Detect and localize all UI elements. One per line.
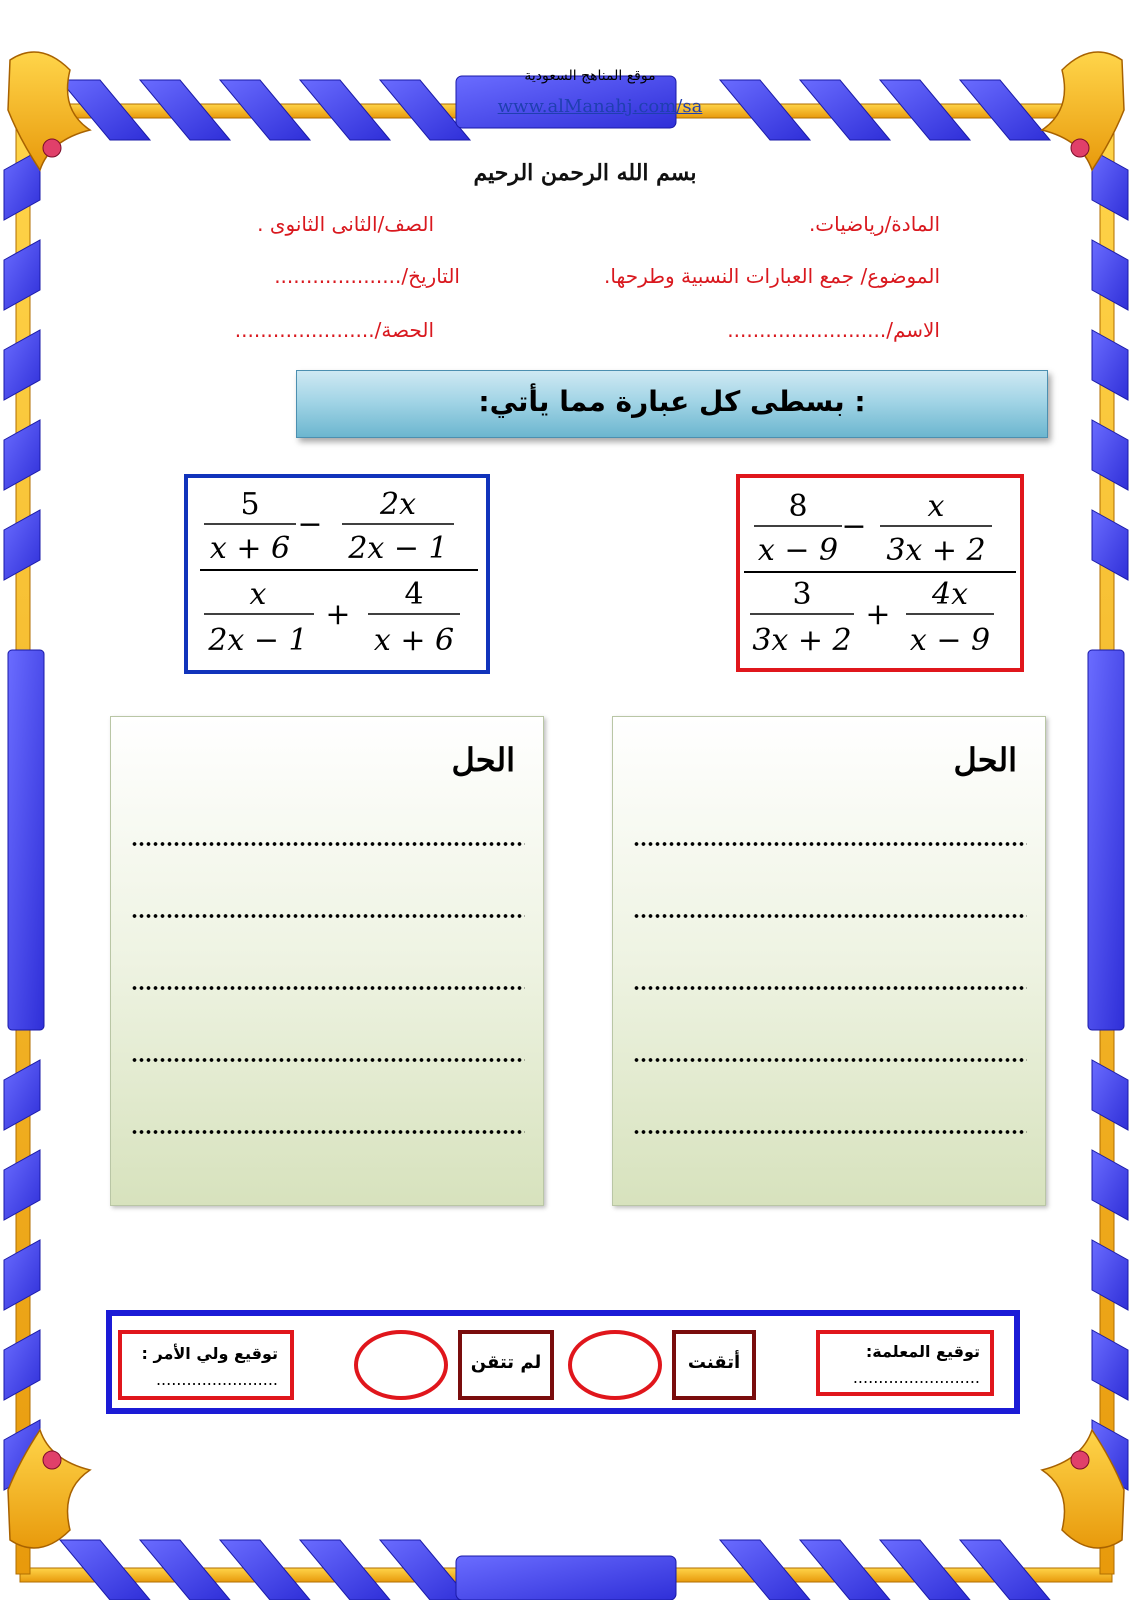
mastered-label: أتقنت [687, 1352, 741, 1373]
guardian-signature-dots: ........................ [155, 1370, 278, 1389]
left-top-right-denominator: 2x − 1 [348, 531, 448, 566]
teacher-signature-box [816, 1330, 994, 1396]
not-mastered-box [458, 1330, 554, 1400]
right-bottom-left-denominator: 3x + 2 [752, 623, 852, 658]
left-top-left-numerator: 5 [240, 487, 260, 522]
solution-box-right [612, 716, 1046, 1206]
evaluation-footer [106, 1310, 1020, 1414]
expression-box-left [184, 474, 490, 674]
left-bottom-left-denominator: 2x − 1 [208, 623, 308, 658]
answer-line [633, 985, 1027, 991]
topic-label: الموضوع/ جمع العبارات النسبية وطرحها. [604, 264, 940, 288]
left-bottom-left-numerator: x [249, 577, 267, 612]
right-bottom-operator: + [865, 597, 891, 632]
left-top-right-numerator: 2x [379, 487, 417, 522]
not-mastered-label: لم تتقن [470, 1352, 542, 1373]
right-top-left-denominator: x − 9 [757, 533, 839, 568]
right-bottom-right-denominator: x − 9 [909, 623, 991, 658]
mastered-box [672, 1330, 756, 1400]
solution-title-right: الحل [953, 741, 1017, 779]
right-bottom-right-numerator: 4x [931, 577, 969, 612]
teacher-signature-dots: ......................... [852, 1368, 980, 1387]
guardian-signature-box [118, 1330, 294, 1400]
answer-line [131, 913, 525, 919]
left-bottom-operator: + [325, 597, 351, 632]
answer-line [131, 841, 525, 847]
instruction-text: : بسطى كل عبارة مما يأتي: [478, 385, 866, 418]
right-top-right-denominator: 3x + 2 [886, 533, 986, 568]
right-top-right-numerator: x [927, 489, 945, 524]
left-bottom-right-denominator: x + 6 [373, 623, 455, 658]
answer-line [633, 1057, 1027, 1063]
site-url-link[interactable]: www.alManahj.com/sa [497, 96, 703, 117]
solution-box-left [110, 716, 544, 1206]
answer-line [633, 1129, 1027, 1135]
right-bottom-left-numerator: 3 [792, 577, 812, 612]
answer-line [633, 913, 1027, 919]
right-top-left-numerator: 8 [788, 489, 808, 524]
guardian-signature-label: توقيع ولي الأمر : [141, 1344, 278, 1363]
not-mastered-check-oval[interactable] [354, 1330, 448, 1400]
answer-line [633, 841, 1027, 847]
teacher-signature-label: توقيع المعلمة: [865, 1342, 980, 1361]
left-top-operator: − [297, 507, 323, 542]
subject-label: المادة/رياضيات. [808, 212, 940, 236]
answer-line [131, 1129, 525, 1135]
site-name: موقع المناهج السعودية [524, 68, 656, 84]
expression-box-right [736, 474, 1024, 672]
solution-title-left: الحل [451, 741, 515, 779]
right-top-operator: − [841, 509, 867, 544]
basmala: بسم الله الرحمن الرحيم [473, 160, 697, 186]
answer-line [131, 985, 525, 991]
name-field: الاسم/......................... [727, 318, 940, 342]
mastered-check-oval[interactable] [568, 1330, 662, 1400]
date-field: التاريخ/.................... [274, 264, 460, 288]
period-field: الحصة/...................... [234, 318, 434, 342]
left-bottom-right-numerator: 4 [404, 577, 424, 612]
answer-line [131, 1057, 525, 1063]
grade-label: الصف/الثانى الثانوى . [257, 212, 434, 236]
instruction-banner [296, 370, 1048, 438]
left-top-left-denominator: x + 6 [209, 531, 291, 566]
